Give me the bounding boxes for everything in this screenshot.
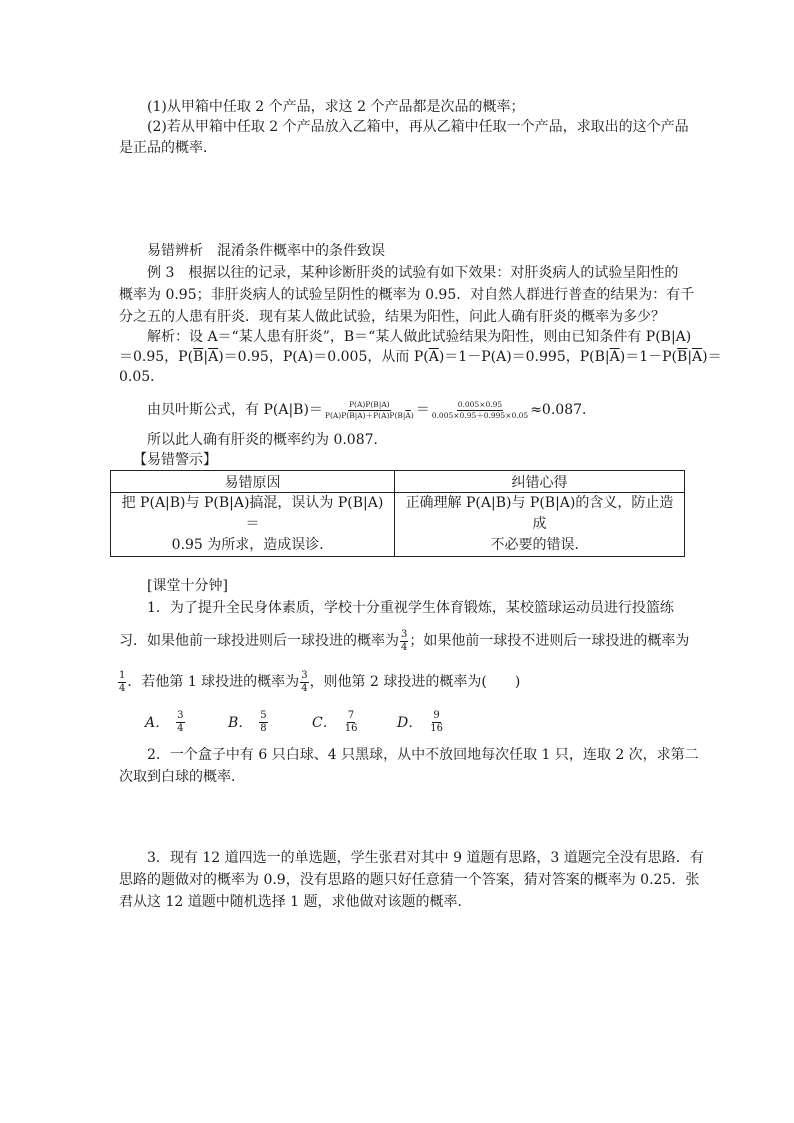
question-3-line2: 思路的题做对的概率为 0.9，没有思路的题只好任意猜一个答案，猜对答案的概率为 0.25．张 [119, 872, 700, 888]
option-b: B． $\frac{5}{8}$ [228, 710, 267, 734]
table-cell-reason: 把 P(A|B)与 P(B|A)搞混，误认为 P(B|A)＝ 0.95 为所求，造成误诊． [111, 493, 395, 557]
error-warning-table [110, 470, 685, 557]
option-a: A． $\frac{3}{4}$ [145, 710, 184, 734]
question-2-line1: 2．一个盒子中有 6 只白球、4 只黑球，从中不放回地每次任取 1 只，连取 2 次，求第二 [147, 747, 699, 763]
question-3-line1: 3．现有 12 道四选一的单选题，学生张君对其中 9 道题有思路，3 道题完全没有思路．有 [147, 850, 704, 866]
bayes-fraction-1: $\frac{P(A)P(B|A)}{P(A)P(B|A)+P(\overline{A})P(B|\overline{A})}$ [324, 400, 414, 420]
question-3-line3: 君从这 12 道题中随机选择 1 题，求他做对该题的概率． [119, 894, 472, 910]
warning-title: 【易错警示】 [133, 452, 217, 468]
solution-line1: 解析：设 A＝“某人患有肝炎”，B＝“某人做此试验结果为阳性，则由已知条件有 P(B|A) [147, 329, 692, 345]
question-1-line1: 1．为了提升全民身体素质，学校十分重视学生体育锻炼，某校篮球运动员进行投篮练 [147, 600, 674, 616]
bayes-formula: 由贝叶斯公式，有 P(A|B)＝ $\frac{P(A)P(B|A)}{P(A)P(B|A)+P(\overline{A})P(B|\overline{A})}$ ＝ $\frac{0.005\times 0.95}{0.005\times 0.95+0.995\times 0.05}$ ≈0.087． [147, 400, 597, 420]
example-line: 例 3 根据以往的记录，某种诊断肝炎的试验有如下效果：对肝炎病人的试验呈阳性的 [147, 265, 679, 281]
table-header: 易错原因 [111, 471, 395, 493]
error-analysis-heading: 易错辨析 混淆条件概率中的条件致误 [147, 243, 385, 259]
part2-text-line1: (2)若从甲箱中任取 2 个产品放入乙箱中，再从乙箱中任取一个产品，求取出的这个产品 [147, 119, 689, 135]
table-cell-lesson: 正确理解 P(A|B)与 P(B|A)的含义，防止造成 不必要的错误． [394, 493, 684, 557]
practice-heading: [课堂十分钟] [147, 578, 228, 594]
conclusion-text: 所以此人确有肝炎的概率约为 0.087． [147, 432, 388, 448]
question-1-line2: 习．如果他前一球投进则后一球投进的概率为 $\frac{3}{4}$ ；如果他前一球投不进则后一球投进的概率为 [119, 628, 690, 653]
bayes-fraction-2: $\frac{0.005\times 0.95}{0.005\times 0.95+0.995\times 0.05}$ [431, 400, 529, 420]
table-header: 纠错心得 [394, 471, 684, 493]
option-d: D． $\frac{9}{16}$ [397, 710, 443, 734]
example-line: 分之五的人患有肝炎．现有某人做此试验，结果为阳性，问此人确有肝炎的概率为多少？ [119, 309, 665, 325]
part2-text-line2: 是正品的概率． [119, 140, 217, 156]
question-1-line3: $\frac{1}{4}$ ．若他第 1 球投进的概率为 $\frac{3}{4}$ ，则他第 2 球投进的概率为( ) [119, 669, 521, 694]
part1-text: (1)从甲箱中任取 2 个产品，求这 2 个产品都是次品的概率； [147, 99, 525, 115]
option-c: C． $\frac{7}{16}$ [312, 710, 358, 734]
example-line: 概率为 0.95；非肝炎病人的试验呈阴性的概率为 0.95．对自然人群进行普查的结果为：有千 [119, 287, 695, 303]
question-2-line2: 次取到白球的概率． [119, 769, 245, 785]
solution-line3: 0.05． [119, 369, 165, 385]
solution-line2: ＝0.95，$P(\overline{B}|\overline{A})=0.95$，P(A)＝0.005，从而 $P(\overline{A})=1-P(A)=0.995$，$P(B|\overline{A})=1-P(\overline{B}|\overline{A})=$ [119, 349, 722, 365]
